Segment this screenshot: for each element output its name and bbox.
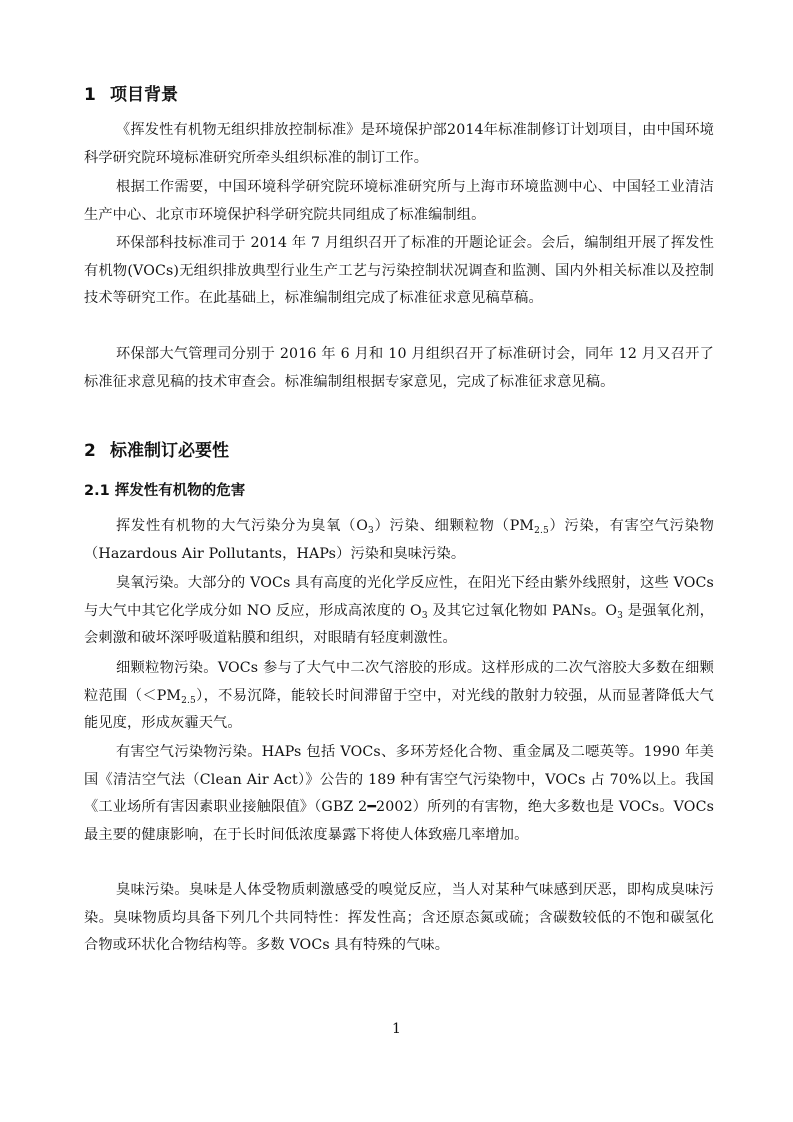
section-1-paragraph-3: 环保部科技标准司于 2014 年 7 月组织召开了标准的开题论证会。会后，编制组开展了挥发性有机物(VOCs)无组织排放典型行业生产工艺与污染控制状况调查和监测、国内外相关标准以及控制技术等研究工作。在此基础上，标准编制组完成了标准征求意见稿草稿。	[84, 235, 714, 306]
section-1-paragraph-2: 根据工作需要，中国环境科学研究院环境标准研究所与上海市环境监测中心、中国轻工业清洁生产中心、北京市环境保护科学研究院共同组成了标准编制组。	[84, 179, 714, 223]
section-2-number: 2	[84, 441, 96, 461]
section-1-paragraph-4: 环保部大气管理司分别于 2016 年 6 月和 10 月组织召开了标准研讨会，同年 12 月又召开了标准征求意见稿的技术审查会。标准编制组根据专家意见，完成了标准征求意见稿。	[84, 346, 714, 390]
section-2-1-heading: 2.1 挥发性有机物的危害	[84, 483, 246, 499]
section-2-1-paragraph-5: 臭味污染。臭味是人体受物质刺激感受的嗅觉反应，当人对某种气味感到厌恶，即构成臭味污染。臭味物质均具备下列几个共同特性：挥发性高；含还原态氮或硫；含碳数较低的不饱和碳氢化合物或环状化合物结构等。多数 VOCs 具有特殊的气味。	[84, 882, 714, 953]
section-1-heading	[84, 84, 178, 106]
section-2-title: 标准制订必要性	[110, 441, 229, 461]
section-1-paragraph-1: 《挥发性有机物无组织排放控制标准》是环境保护部2014年标准制修订计划项目，由中国环境科学研究院环境标准研究所牵头组织标准的制订工作。	[84, 122, 714, 166]
section-2-heading	[84, 440, 229, 462]
section-1-title: 项目背景	[110, 85, 178, 105]
page-number: 1	[392, 1021, 401, 1037]
section-2-1-paragraph-2: 臭氧污染。大部分的 VOCs 具有高度的光化学反应性，在阳光下经由紫外线照射，这些 VOCs 与大气中其它化学成分如 NO 反应，形成高浓度的 $O_3$ 及其它过氧化物如 PANs。$O_3$ 是强氧化剂，会刺激和破坏深呼吸道粘膜和组织，对眼睛有轻度刺激性。	[84, 575, 715, 646]
section-1-number: 1	[84, 85, 96, 105]
section-2-1-paragraph-1: 挥发性有机物的大气污染分为臭氧$(O_3)$污染、细颗粒物$(PM_{2.5})$污染，有害空气污染物（Hazardous Air Pollutants，HAPs）污染和臭味污染。	[84, 518, 714, 562]
section-2-1-paragraph-4: 有害空气污染物污染。HAPs 包括 VOCs、多环芳烃化合物、重金属及二噁英等。1990 年美国《清洁空气法（Clean Air Act）》公告的 189 种有害空气污染物中，VOCs 占 70%以上。我国《工业场所有害因素职业接触限值》（GBZ 2━2002）所列的有害物，绝大多数也是 VOCs。VOCs 最主要的健康影响，在于长时间低浓度暴露下将使人体致癌几率增加。	[84, 744, 714, 843]
section-2-1-paragraph-3: 细颗粒物污染。VOCs 参与了大气中二次气溶胶的形成。这样形成的二次气溶胶大多数在细颗粒范围$(<PM_{2.5})$，不易沉降，能较长时间滞留于空中，对光线的散射力较强，从而显著降低大气能见度，形成灰霾天气。	[84, 660, 714, 731]
